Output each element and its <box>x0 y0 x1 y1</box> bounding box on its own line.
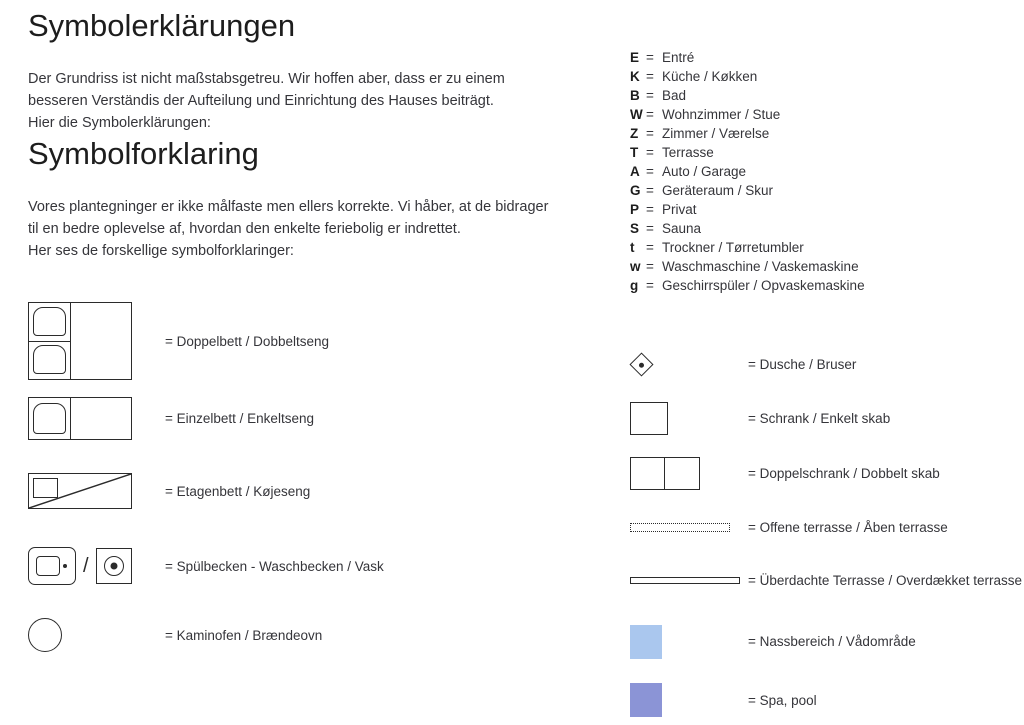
intro-paragraph-dk <box>28 196 628 262</box>
washbasin-icon <box>96 548 132 584</box>
legend-item-wet-area <box>630 608 1024 675</box>
abbreviation-row <box>630 143 1024 162</box>
abbr-value: Privat <box>662 202 697 217</box>
legend-item-sink <box>28 527 628 605</box>
legend-label-sink: = Spülbecken - Waschbecken / Vask <box>165 558 384 574</box>
abbr-key: B <box>630 88 640 103</box>
legend-label-double-bed: = Doppelbett / Dobbeltseng <box>165 333 329 349</box>
abbr-equals: = <box>646 240 654 255</box>
abbr-value: Sauna <box>662 221 702 236</box>
legend-label-wet-area: = Nassbereich / Vådområde <box>748 634 916 649</box>
abbr-value: Terrasse <box>662 145 714 160</box>
legend-item-covered-terrace <box>630 553 1024 608</box>
abbr-value: Zimmer / Værelse <box>662 126 770 141</box>
abbr-equals: = <box>646 50 654 65</box>
abbr-equals: = <box>646 183 654 198</box>
open-terrace-icon <box>630 523 740 532</box>
stove-icon <box>28 618 143 652</box>
legend-label-stove: = Kaminofen / Brændeovn <box>165 627 323 643</box>
abbr-value: Küche / Køkken <box>662 69 758 84</box>
abbreviation-row <box>630 86 1024 105</box>
single-bed-icon <box>28 397 143 440</box>
abbr-equals: = <box>646 202 654 217</box>
intro-de-line-3: Hier die Symbolerklärungen: <box>28 115 211 131</box>
legend-item-stove <box>28 605 628 665</box>
legend-item-single-bed <box>28 382 628 455</box>
abbr-equals: = <box>646 126 654 141</box>
right-column <box>630 48 1024 725</box>
legend-item-spa-pool <box>630 675 1024 725</box>
abbr-value: Wohnzimmer / Stue <box>662 107 781 122</box>
abbreviation-row <box>630 276 1024 295</box>
covered-terrace-icon <box>630 577 740 584</box>
shower-icon <box>630 356 740 373</box>
abbr-value: Entré <box>662 50 695 65</box>
page-title-de: Symbolerklärungen <box>28 8 296 43</box>
wet-area-swatch <box>630 625 740 659</box>
intro-dk-line-1: Vores plantegninger er ikke målfaste men ellers korrekte. Vi håber, at de bidrager <box>28 199 549 215</box>
abbr-value: Bad <box>662 88 687 103</box>
abbreviation-row <box>630 257 1024 276</box>
abbr-key: S <box>630 221 640 236</box>
abbreviation-row <box>630 238 1024 257</box>
abbr-equals: = <box>646 164 654 179</box>
abbr-key: t <box>630 240 635 255</box>
spa-pool-swatch <box>630 683 740 717</box>
abbr-value: Trockner / Tørretumbler <box>662 240 804 255</box>
abbr-equals: = <box>646 278 654 293</box>
abbr-value: Geräteraum / Skur <box>662 183 774 198</box>
legend-list-right <box>630 337 1024 725</box>
legend-item-shower <box>630 337 1024 391</box>
abbreviation-row <box>630 162 1024 181</box>
abbr-key: G <box>630 183 641 198</box>
abbr-key: T <box>630 145 639 160</box>
sink-separator: / <box>83 554 89 577</box>
double-cabinet-icon <box>630 457 740 490</box>
intro-de-line-2: besseren Verständis der Aufteilung und Einrichtung des Hauses beiträgt. <box>28 93 494 109</box>
abbr-equals: = <box>646 107 654 122</box>
abbr-value: Waschmaschine / Vaskemaskine <box>662 259 859 274</box>
legend-label-double-cabinet: = Doppelschrank / Dobbelt skab <box>748 466 940 481</box>
abbreviation-row <box>630 67 1024 86</box>
legend-item-single-cabinet <box>630 391 1024 446</box>
legend-label-shower: = Dusche / Bruser <box>748 356 857 372</box>
bunk-bed-icon <box>28 473 143 509</box>
abbreviation-row <box>630 105 1024 124</box>
intro-dk-line-2: til en bedre oplevelse af, hvordan den enkelte feriebolig er indrettet. <box>28 221 461 237</box>
legend-label-single-bed: = Einzelbett / Enkeltseng <box>165 411 314 426</box>
left-column <box>28 0 628 665</box>
abbr-key: W <box>630 107 643 122</box>
abbr-value: Geschirrspüler / Opvaskemaskine <box>662 278 865 293</box>
abbr-key: Z <box>630 126 639 141</box>
legend-label-spa-pool: = Spa, pool <box>748 692 817 708</box>
legend-label-open-terrace: = Offene terrasse / Åben terrasse <box>748 519 948 535</box>
legend-item-open-terrace <box>630 501 1024 553</box>
abbr-equals: = <box>646 221 654 236</box>
abbr-key: A <box>630 164 640 179</box>
abbr-equals: = <box>646 145 654 160</box>
legend-item-bunk-bed <box>28 455 628 527</box>
abbr-equals: = <box>646 259 654 274</box>
abbreviation-list <box>630 48 1024 295</box>
legend-label-bunk-bed: = Etagenbett / Køjeseng <box>165 483 311 499</box>
abbr-key: g <box>630 278 639 293</box>
abbr-key: P <box>630 202 640 217</box>
abbreviation-row <box>630 219 1024 238</box>
legend-label-covered-terrace: = Überdachte Terrasse / Overdækket terrasse <box>748 573 1022 588</box>
legend-label-single-cabinet: = Schrank / Enkelt skab <box>748 411 891 426</box>
sink-basin-icon <box>28 547 76 585</box>
abbr-key: w <box>630 259 641 274</box>
intro-paragraph-de <box>28 68 628 134</box>
abbr-key: E <box>630 50 640 65</box>
page-title-dk: Symbolforklaring <box>28 136 259 171</box>
abbreviation-row <box>630 200 1024 219</box>
double-bed-icon <box>28 302 143 380</box>
abbr-equals: = <box>646 88 654 103</box>
abbreviation-row <box>630 48 1024 67</box>
abbr-key: K <box>630 69 640 84</box>
single-cabinet-icon <box>630 402 740 435</box>
sink-icon <box>28 547 143 585</box>
abbr-equals: = <box>646 69 654 84</box>
abbreviation-row <box>630 181 1024 200</box>
legend-item-double-cabinet <box>630 446 1024 501</box>
legend-list-left <box>28 300 628 665</box>
intro-de-line-1: Der Grundriss ist nicht maßstabsgetreu. Wir hoffen aber, dass er zu einem <box>28 71 505 87</box>
legend-item-double-bed <box>28 300 628 382</box>
intro-dk-line-3: Her ses de forskellige symbolforklaringer: <box>28 243 294 259</box>
abbr-value: Auto / Garage <box>662 164 747 179</box>
abbreviation-row <box>630 124 1024 143</box>
